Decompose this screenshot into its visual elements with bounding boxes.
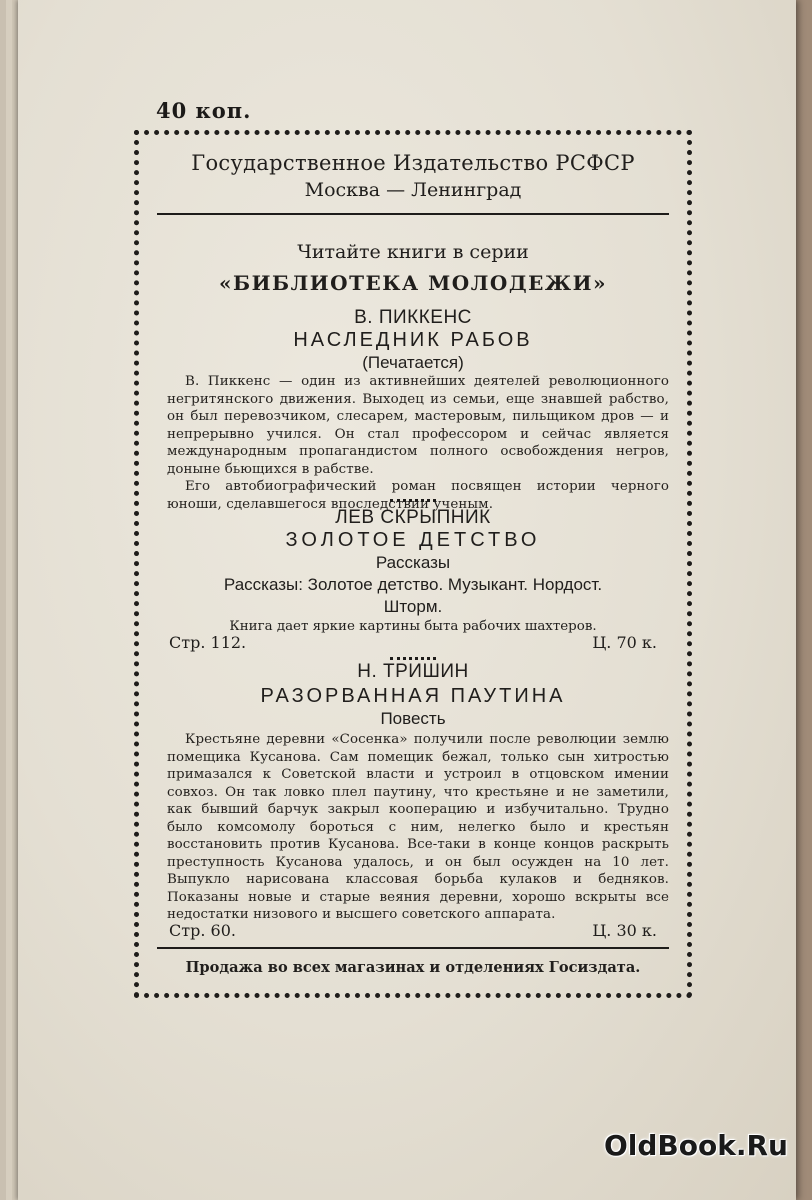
publisher-cities: Москва — Ленинград xyxy=(304,179,522,201)
book-back-cover xyxy=(18,0,796,1200)
book-title: РАЗОРВАННАЯ ПАУТИНА xyxy=(260,685,566,707)
book-cost: Ц. 70 к. xyxy=(592,633,657,652)
header-divider xyxy=(157,213,669,215)
site-watermark: OldBook.Ru xyxy=(603,1129,788,1162)
book-author: В. ПИККЕНС xyxy=(354,307,472,328)
cover-price: 40 коп. xyxy=(156,98,252,123)
book-pages: Стр. 60. xyxy=(169,921,236,940)
publisher-name: Государственное Издательство РСФСР xyxy=(191,151,635,175)
sales-note: Продажа во всех магазинах и отделениях Госиздата. xyxy=(185,959,641,976)
book-contents: Рассказы: Золотое детство. Музыкант. Нордост. xyxy=(223,575,603,594)
series-intro: Читайте книги в серии xyxy=(297,241,529,263)
book-description xyxy=(167,731,669,924)
book-author: ЛЕВ СКРЫПНИК xyxy=(335,507,491,528)
book-contents-cont: Шторм. xyxy=(383,597,443,616)
book-subtitle: (Печатается) xyxy=(362,353,464,372)
book-description xyxy=(167,373,669,513)
book-subtitle: Рассказы xyxy=(375,553,451,572)
book-cost: Ц. 30 к. xyxy=(592,921,657,940)
book-title: НАСЛЕДНИК РАБОВ xyxy=(293,329,533,351)
series-title: «БИБЛИОТЕКА МОЛОДЕЖИ» xyxy=(219,271,607,295)
book-title: ЗОЛОТОЕ ДЕТСТВО xyxy=(285,529,541,551)
book-pages: Стр. 112. xyxy=(169,633,247,652)
advert-frame xyxy=(134,130,692,998)
book-description: Книга дает яркие картины быта рабочих шахтеров. xyxy=(229,619,597,634)
section-separator xyxy=(390,499,436,506)
description-paragraph: Крестьяне деревни «Сосенка» получили после революции землю помещика Кусанова. Сам помещик бежал, только сын хитростью примазался к Советской власти и устроил в отцовском имении совхоз. Он так ловко плел паутину, что крестьяне и не заметили, как бывший барчук закрыл кооперацию и избучитально. Трудно было комсомолу бороться с ним, нелегко было и крестьян восстановить против Кусанова. Все-таки в конце концов раскрыть преступность Кусанова удалось, и он был осужден на 10 лет. Выпукло нарисована классовая борьба кулаков и бедняков. Показаны новые и старые веяния деревни, хорошо вскрыты все недостатки низового и высшего советского аппарата. xyxy=(167,732,669,922)
description-paragraph: Его автобиографический роман посвящен истории черного юноши, сделавшегося впоследствии ученым. xyxy=(167,479,669,512)
footer-divider xyxy=(157,947,669,949)
book-author: Н. ТРИШИН xyxy=(357,661,469,682)
description-paragraph: В. Пиккенс — один из активнейших деятелей революционного негритянского движения. Выходец из семьи, еще знавшей рабство, он был перевозчиком, слесарем, мастеровым, пильщиком дров — и непрерывно учился. Он стал профессором и сейчас является международным пропагандистом полного освобождения негров, доныне бьющихся в рабстве. xyxy=(167,374,669,477)
book-subtitle: Повесть xyxy=(380,709,446,728)
